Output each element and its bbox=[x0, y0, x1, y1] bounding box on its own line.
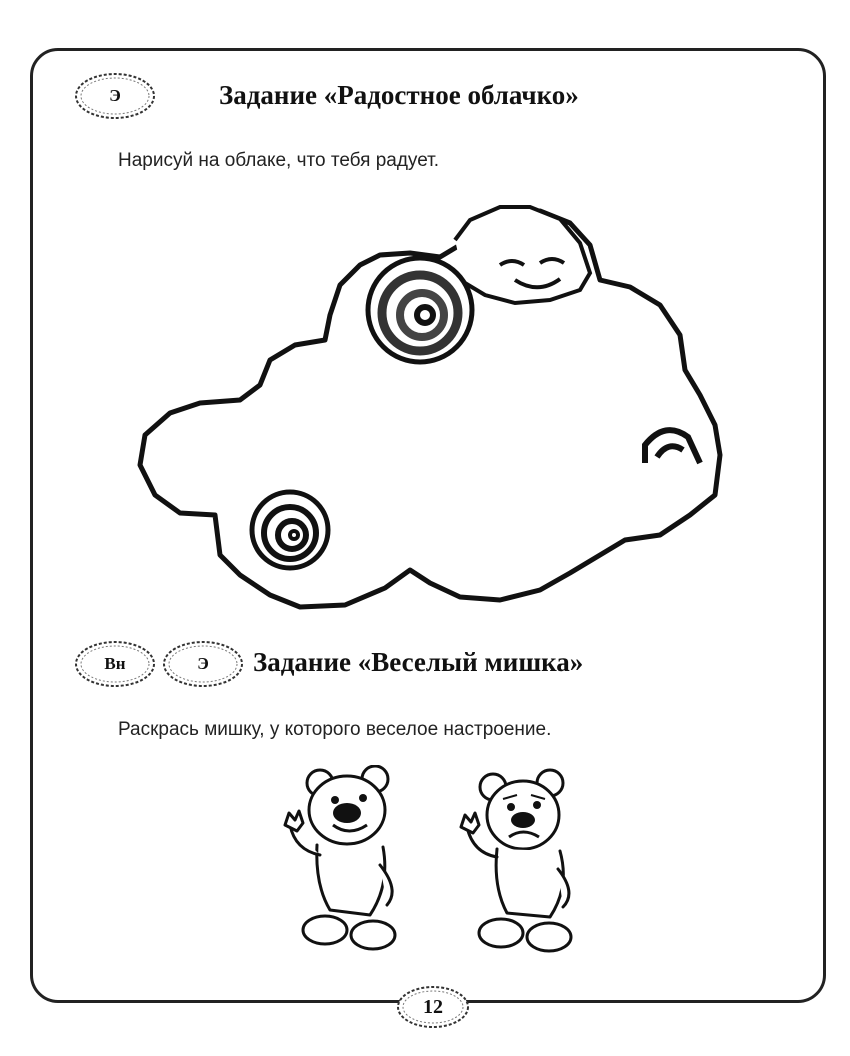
foot-icon bbox=[479, 919, 523, 947]
foot-icon bbox=[351, 921, 395, 949]
nose-icon bbox=[333, 803, 361, 823]
task1-instruction: Нарисуй на облаке, что тебя радует. bbox=[118, 150, 440, 171]
bear-sad-illustration[interactable] bbox=[455, 765, 605, 955]
bear-happy-illustration[interactable] bbox=[275, 765, 425, 955]
page-number-badge bbox=[395, 984, 471, 1030]
nose-icon bbox=[511, 812, 535, 828]
bear-body-icon bbox=[496, 849, 563, 917]
badge-label: Вн bbox=[104, 654, 126, 673]
task1-title: Задание «Радостное облачко» bbox=[219, 80, 579, 110]
bear-body-icon bbox=[317, 845, 385, 915]
task2-instruction: Раскрась мишку, у которого веселое настроение. bbox=[118, 719, 552, 740]
task1-badge bbox=[72, 70, 158, 122]
badge-label: Э bbox=[109, 86, 121, 105]
task2-badge-1 bbox=[72, 638, 158, 690]
cloud-outline-icon bbox=[140, 211, 720, 607]
foot-icon bbox=[527, 923, 571, 951]
task2-title: Задание «Веселый мишка» bbox=[253, 647, 584, 677]
page-number: 12 bbox=[423, 995, 443, 1018]
foot-icon bbox=[303, 916, 347, 944]
badge-label: Э bbox=[197, 654, 209, 673]
cloud-illustration bbox=[120, 195, 740, 615]
task2-badge-2 bbox=[160, 638, 246, 690]
